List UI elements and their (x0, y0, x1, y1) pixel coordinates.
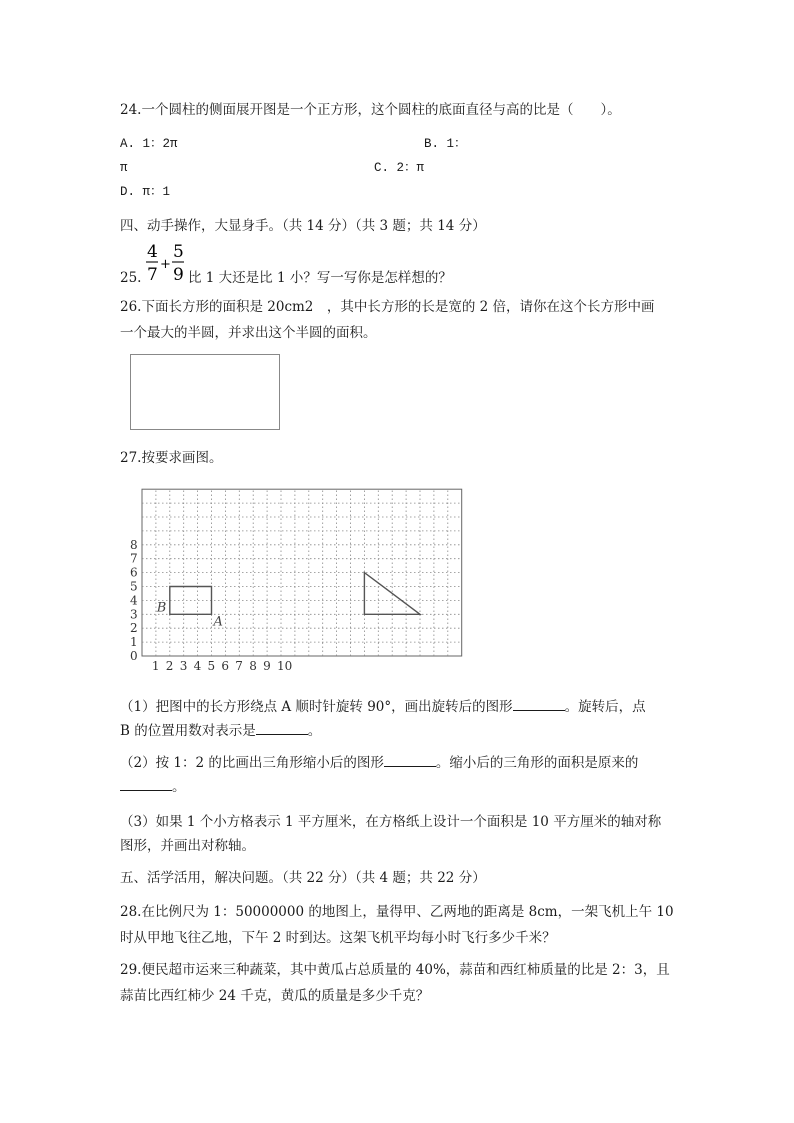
y-tick-label: 4 (130, 593, 138, 608)
answer-blank-4[interactable] (120, 776, 172, 791)
q28-line1: 28.在比例尺为 1：50000000 的地图上，量得甲、乙两地的距离是 8cm，一架飞机上午 10 (120, 904, 674, 920)
y-tick-label: 3 (130, 607, 138, 622)
answer-blank-3[interactable] (384, 752, 436, 767)
plus-sign: + (160, 257, 171, 272)
y-tick-label: 2 (130, 621, 138, 636)
frac2-numerator: 5 (173, 242, 184, 262)
q27-sub2-line1 (120, 752, 638, 773)
q27-sub3-line1: （3）如果 1 个小方格表示 1 平方厘米，在方格纸上设计一个面积是 10 平方厘米的轴对称 (120, 814, 662, 830)
q27-title: 27.按要求画图。 (120, 450, 223, 466)
q27-sub2-text-a: （2）按 1：2 的比画出三角形缩小后的图形 (120, 755, 384, 771)
q27-sub1-text-c: B 的位置用数对表示是 (120, 723, 256, 739)
x-tick-label: 1 (151, 659, 160, 672)
grid-frame (142, 489, 462, 656)
q29-line1: 29.便民超市运来三种蔬菜，其中黄瓜占总质量的 40%，蒜苗和西红柿质量的比是 2：3，且 (120, 962, 670, 978)
answer-blank-2[interactable] (256, 720, 308, 735)
q24-option-b: B. 1： (424, 137, 467, 151)
q27-sub1-line1 (120, 696, 646, 717)
frac2-denominator: 9 (173, 265, 184, 285)
point-a-label: A (213, 614, 223, 630)
y-tick-label: 7 (130, 551, 138, 566)
x-tick-label: 5 (207, 659, 216, 672)
x-tick-label: 7 (235, 659, 243, 672)
section-4-heading: 四、动手操作，大显身手。（共 14 分）（共 3 题；共 14 分） (120, 218, 486, 234)
q24-option-b-cont: π (120, 161, 128, 175)
q27-sub2-line2 (120, 776, 186, 797)
q29-line2: 蒜苗比西红柿少 24 千克，黄瓜的质量是多少千克？ (120, 988, 430, 1004)
x-tick-label: 4 (193, 659, 202, 672)
coordinate-grid (125, 486, 465, 672)
x-tick-label: 8 (249, 659, 257, 672)
q28-line2: 时从甲地飞往乙地，下午 2 时到达。这架飞机平均每小时飞行多少千米？ (120, 930, 556, 946)
y-tick-label: 8 (130, 537, 138, 552)
q27-grid-figure (125, 486, 465, 672)
x-tick-label: 6 (221, 659, 230, 672)
y-tick-label: 6 (130, 565, 138, 580)
x-tick-label: 10 (277, 659, 293, 672)
q26-line2: 一个最大的半圆，并求出这个半圆的面积。 (120, 325, 377, 341)
q27-sub1-text-d: 。 (307, 723, 322, 739)
q27-sub2-text-b: 。缩小后的三角形的面积是原来的 (435, 755, 639, 771)
q24-stem: 24.一个圆柱的侧面展开图是一个正方形，这个圆柱的底面直径与高的比是（ ）。 (120, 102, 621, 118)
frac1-denominator: 7 (147, 265, 158, 285)
point-b-label: B (156, 600, 167, 616)
q27-sub3-line2: 图形，并画出对称轴。 (120, 838, 255, 854)
y-tick-label: 0 (130, 649, 138, 663)
q24-option-c: C. 2：π (374, 161, 425, 175)
y-tick-label: 1 (130, 635, 138, 650)
answer-blank-1[interactable] (513, 696, 565, 711)
q24-option-a: A. 1：2π (120, 137, 178, 151)
q25-fraction-expression (144, 242, 188, 286)
section-5-heading: 五、活学活用，解决问题。（共 22 分）（共 4 题；共 22 分） (120, 870, 486, 886)
q26-rectangle-figure (130, 354, 280, 430)
x-tick-label: 9 (263, 659, 271, 672)
q27-sub1-text-a: （1）把图中的长方形绕点 A 顺时针旋转 90°，画出旋转后的图形 (120, 699, 513, 715)
q27-sub1-line2 (120, 720, 321, 741)
q27-sub2-text-c: 。 (172, 779, 186, 795)
frac1-numerator: 4 (147, 242, 158, 262)
x-tick-label: 3 (179, 659, 188, 672)
q25-number: 25. (120, 270, 142, 286)
q26-line1: 26.下面长方形的面积是 20cm2 ，其中长方形的长是宽的 2 倍，请你在这个长方形中画 (120, 299, 655, 315)
q24-option-d: D. π：1 (120, 185, 171, 199)
y-tick-label: 5 (130, 579, 138, 594)
q25-text: 比 1 大还是比 1 小？写一写你是怎样想的？ (188, 270, 452, 286)
q27-sub1-text-b: 。旋转后，点 (564, 699, 646, 715)
x-tick-label: 2 (165, 659, 174, 672)
